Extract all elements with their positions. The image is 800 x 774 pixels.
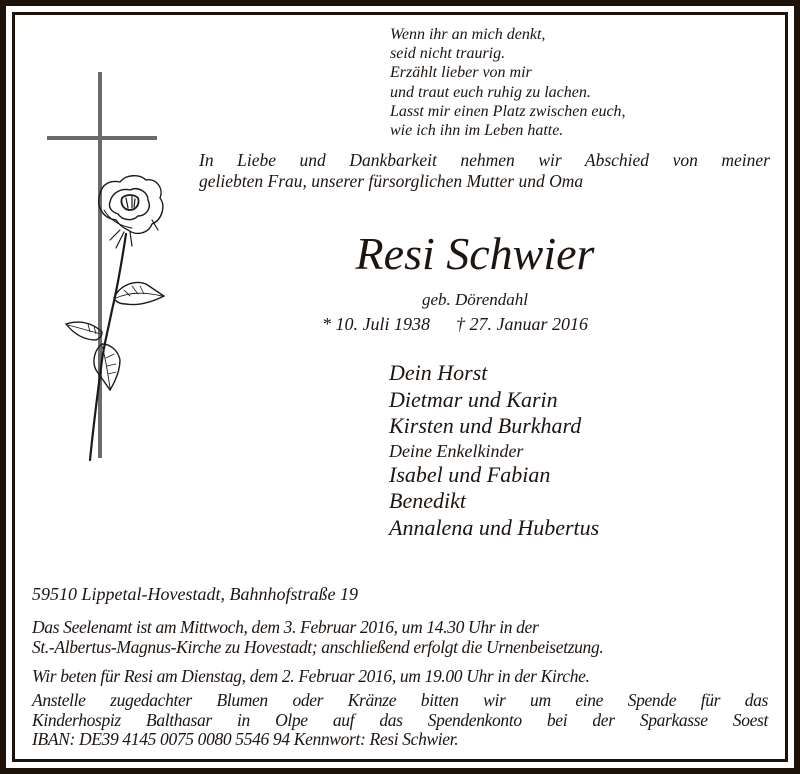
birth-date: * 10. Juli 1938 <box>322 314 430 334</box>
grandchild: Annalena und Hubertus <box>389 514 600 540</box>
family-address: 59510 Lippetal-Hovestadt, Bahnhofstraße 19 <box>32 584 358 604</box>
family-member: Dein Horst <box>389 360 488 385</box>
poem-line: Erzählt lieber von mir <box>390 64 532 82</box>
death-date: † 27. Januar 2016 <box>456 314 588 334</box>
prayer-info <box>32 667 768 687</box>
donation-info <box>32 691 768 750</box>
prayer-line: Wir beten für Resi am Dienstag, dem 2. Februar 2016, um 19.00 Uhr in der Kirche. <box>32 666 590 686</box>
farewell-intro <box>199 150 770 192</box>
poem-line: und traut euch ruhig zu lachen. <box>390 83 591 101</box>
service-info <box>32 618 768 657</box>
donation-line: IBAN: DE39 4145 0075 0080 5546 94 Kennwort: Resi Schwier. <box>32 729 459 749</box>
grandchild: Isabel und Fabian <box>389 461 551 487</box>
family-list <box>389 360 599 542</box>
birth-name: geb. Dörendahl <box>421 290 529 309</box>
cross-and-rose-illustration <box>40 70 170 490</box>
poem-line: wie ich ihn im Leben hatte. <box>390 122 564 140</box>
poem-line: seid nicht traurig. <box>390 45 506 63</box>
memorial-poem <box>390 25 626 140</box>
grandchild: Benedikt <box>389 488 466 514</box>
cross-icon <box>47 72 157 458</box>
life-dates <box>322 313 588 335</box>
deceased-name: Resi Schwier <box>355 228 595 279</box>
service-line: Das Seelenamt ist am Mittwoch, dem 3. Februar 2016, um 14.30 Uhr in der <box>32 617 539 637</box>
family-member: Kirsten und Burkhard <box>389 413 582 439</box>
rose-icon <box>66 176 164 460</box>
poem-line: Wenn ihr an mich denkt, <box>390 26 546 43</box>
intro-line: geliebten Frau, unserer fürsorglichen Mutter und Oma <box>199 171 584 191</box>
poem-line: Lasst mir einen Platz zwischen euch, <box>390 102 626 120</box>
intro-line: In Liebe und Dankbarkeit nehmen wir Abschied von meiner <box>199 150 770 170</box>
donation-line: Anstelle zugedachter Blumen oder Kränze bitten wir um eine Spende für das <box>32 690 768 710</box>
family-member: Dietmar und Karin <box>389 386 558 412</box>
service-line: St.-Albertus-Magnus-Kirche zu Hovestadt; anschließend erfolgt die Urnenbeisetzung. <box>32 636 604 657</box>
donation-line: Kinderhospiz Balthasar in Olpe auf das Spendenkonto bei der Sparkasse Soest <box>32 709 768 730</box>
grandchildren-label: Deine Enkelkinder <box>389 440 524 461</box>
